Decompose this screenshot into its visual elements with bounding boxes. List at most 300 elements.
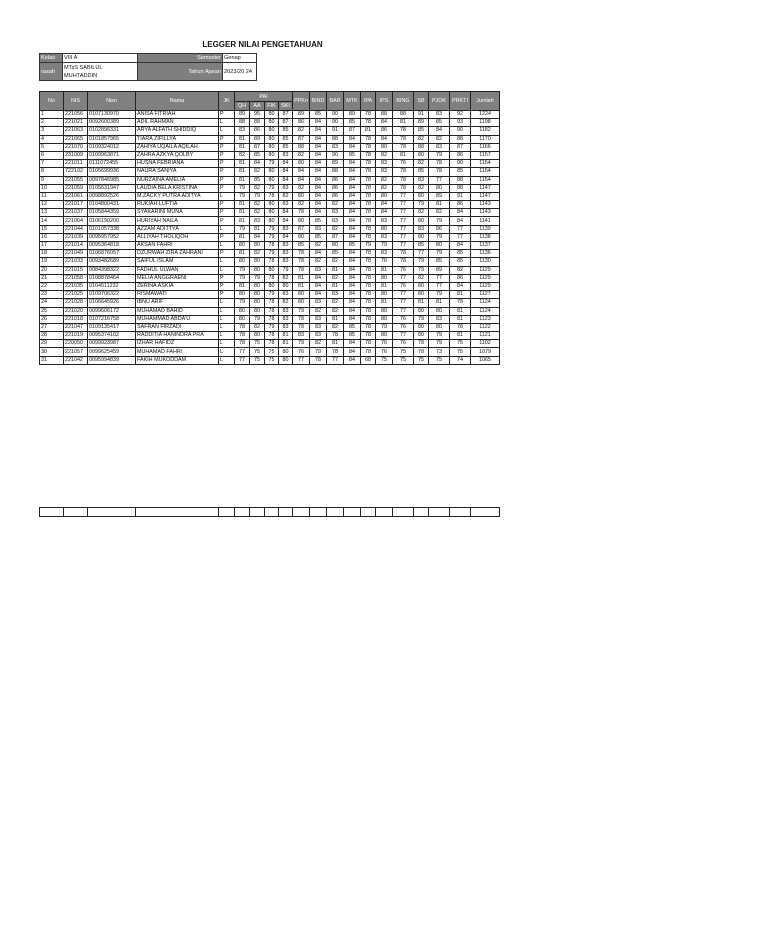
cell-bing: 77 [393, 225, 414, 233]
table-row [40, 135, 500, 143]
col-sb: SB [414, 92, 429, 111]
cell-fik: 78 [265, 242, 279, 250]
cell-nisn: 0104511232 [88, 282, 136, 290]
cell-mtk: 84 [344, 356, 361, 364]
cell-nama: FAKIH MUKODDAM [136, 356, 219, 364]
cell-sb: 85 [414, 127, 429, 135]
cell-prkti: 84 [450, 282, 471, 290]
cell-bar: 83 [327, 291, 344, 299]
cell-ipa: 78 [361, 135, 376, 143]
col-ipa: IPA [361, 92, 376, 111]
cell-pjok: 79 [429, 217, 450, 225]
col-mtk: MTK [344, 92, 361, 111]
cell-jumlah: 1138 [471, 233, 500, 241]
cell-bind: 82 [310, 307, 327, 315]
col-nisn: Nisn [88, 92, 136, 111]
cell-fik: 75 [265, 348, 279, 356]
col-no: No [40, 92, 64, 111]
cell-nama: ARYA ALFATH SHIDDIQ [136, 127, 219, 135]
cell-ski: 87 [279, 111, 293, 119]
cell-sb: 80 [414, 217, 429, 225]
cell-qh: 88 [235, 119, 250, 127]
cell-ppkn: 81 [293, 274, 310, 282]
cell-ppkn: 88 [293, 143, 310, 151]
cell-sb: 85 [414, 168, 429, 176]
cell-ski: 85 [279, 127, 293, 135]
cell-sb: 80 [414, 151, 429, 159]
cell-nama: TIARA ZIFILLYA [136, 135, 219, 143]
cell-fik: 79 [265, 233, 279, 241]
cell-nisn: 0099606172 [88, 307, 136, 315]
cell-ski: 82 [279, 299, 293, 307]
cell-bar: 78 [327, 332, 344, 340]
cell-jk: P [219, 233, 235, 241]
table-row [40, 323, 500, 331]
cell-ppkn: 82 [293, 151, 310, 159]
cell-sb: 79 [414, 201, 429, 209]
cell-nama: MUHAMMAD ABDA'U [136, 315, 219, 323]
cell-aa: 79 [250, 192, 265, 200]
cell-aa: 80 [250, 266, 265, 274]
cell-nis: 221063 [64, 127, 88, 135]
cell-nama: HURIYAH NAILA [136, 217, 219, 225]
cell-sb: 82 [414, 135, 429, 143]
cell-ipa: 78 [361, 209, 376, 217]
cell-ips: 83 [376, 168, 393, 176]
cell-no: 29 [40, 340, 64, 348]
cell-ski: 83 [279, 250, 293, 258]
cell-ipa: 78 [361, 323, 376, 331]
cell-pjok: 80 [429, 184, 450, 192]
cell-qh: 77 [235, 348, 250, 356]
cell-jk: P [219, 151, 235, 159]
cell-prkti: 88 [450, 184, 471, 192]
cell-bind: 82 [310, 258, 327, 266]
cell-bing: 77 [393, 217, 414, 225]
cell-jk: L [219, 332, 235, 340]
cell-nis: 221011 [64, 160, 88, 168]
cell-ppkn: 86 [293, 119, 310, 127]
cell-bar: 80 [327, 242, 344, 250]
cell-nisn: 0109963871 [88, 151, 136, 159]
cell-nisn: 0095374102 [88, 332, 136, 340]
cell-aa: 89 [250, 135, 265, 143]
cell-bar: 78 [327, 348, 344, 356]
cell-nama: HUSNA FEBRIANA [136, 160, 219, 168]
col-qh: QH [235, 102, 250, 111]
table-row [40, 160, 500, 168]
cell-mtk: 84 [344, 291, 361, 299]
cell-aa: 80 [250, 332, 265, 340]
cell-mtk: 85 [344, 119, 361, 127]
cell-ips: 75 [376, 356, 393, 364]
cell-no: 3 [40, 127, 64, 135]
cell-prkti: 90 [450, 127, 471, 135]
cell-jumlah: 1130 [471, 258, 500, 266]
cell-qh: 83 [235, 127, 250, 135]
col-ski: SKI [279, 102, 293, 111]
cell-bind: 83 [310, 225, 327, 233]
table-row [40, 201, 500, 209]
cell-ski: 80 [279, 356, 293, 364]
cell-bar: 85 [327, 250, 344, 258]
cell-aa: 86 [250, 127, 265, 135]
cell-nama: RISMAWATI [136, 291, 219, 299]
cell-aa: 84 [250, 233, 265, 241]
cell-mtk: 84 [344, 201, 361, 209]
cell-nama: RADDITIA HANINDRA PRA [136, 332, 219, 340]
cell-aa: 82 [250, 168, 265, 176]
cell-bing: 88 [393, 111, 414, 119]
cell-prkti: 77 [450, 233, 471, 241]
cell-nisn: 0111072455 [88, 160, 136, 168]
cell-mtk: 85 [344, 242, 361, 250]
cell-bind: 84 [310, 274, 327, 282]
cell-ips: 80 [376, 332, 393, 340]
cell-nama: ZAHRA AZKYA QOLBY [136, 151, 219, 159]
cell-pjok: 82 [429, 209, 450, 217]
cell-no: 31 [40, 356, 64, 364]
cell-pjok: 82 [429, 135, 450, 143]
cell-mtk: 84 [344, 307, 361, 315]
kelas-label: Kelas [40, 54, 63, 63]
cell-bing: 78 [393, 127, 414, 135]
cell-prkti: 75 [450, 348, 471, 356]
cell-prkti: 87 [450, 143, 471, 151]
cell-sb: 78 [414, 348, 429, 356]
cell-fik: 80 [265, 111, 279, 119]
cell-nisn: 0084398322 [88, 266, 136, 274]
cell-qh: 78 [235, 332, 250, 340]
table-row [40, 315, 500, 323]
cell-nis: 221025 [64, 291, 88, 299]
col-jk: JK [219, 92, 235, 111]
cell-nama: SYAKARINI MUNA [136, 209, 219, 217]
cell-nisn: 0109135417 [88, 323, 136, 331]
cell-ipa: 78 [361, 340, 376, 348]
cell-mtk: 84 [344, 233, 361, 241]
cell-prkti: 81 [450, 332, 471, 340]
cell-ipa: 78 [361, 233, 376, 241]
cell-fik: 80 [265, 282, 279, 290]
cell-bind: 84 [310, 143, 327, 151]
cell-jk: L [219, 192, 235, 200]
cell-bar: 86 [327, 176, 344, 184]
cell-bind: 85 [310, 111, 327, 119]
col-ips: IPS [376, 92, 393, 111]
cell-no: 19 [40, 258, 64, 266]
cell-nis: 221064 [64, 217, 88, 225]
cell-pjok: 79 [429, 340, 450, 348]
class-info-table [39, 53, 257, 81]
cell-nisn: 0105699936 [88, 168, 136, 176]
cell-ppkn: 83 [293, 332, 310, 340]
cell-ppkn: 78 [293, 315, 310, 323]
cell-bind: 83 [310, 299, 327, 307]
cell-bing: 77 [393, 192, 414, 200]
cell-ips: 83 [376, 233, 393, 241]
cell-qh: 81 [235, 143, 250, 151]
cell-ipa: 79 [361, 242, 376, 250]
tahun-value: 2023/20 24 [223, 63, 257, 81]
cell-bing: 78 [393, 135, 414, 143]
cell-ipa: 78 [361, 192, 376, 200]
cell-nisn: 0102896331 [88, 127, 136, 135]
table-row [40, 356, 500, 364]
cell-sb: 79 [414, 258, 429, 266]
cell-aa: 80 [250, 258, 265, 266]
cell-bing: 77 [393, 299, 414, 307]
cell-nisn: 0101857965 [88, 135, 136, 143]
cell-ipa: 78 [361, 307, 376, 315]
cell-bar: 90 [327, 151, 344, 159]
cell-no: 11 [40, 192, 64, 200]
table-row [40, 274, 500, 282]
cell-jumlah: 1182 [471, 127, 500, 135]
cell-ski: 80 [279, 282, 293, 290]
cell-bing: 75 [393, 356, 414, 364]
cell-nis: 221018 [64, 315, 88, 323]
semester-value: Genap [223, 54, 257, 63]
cell-sb: 80 [414, 233, 429, 241]
table-row [40, 143, 500, 151]
cell-sb: 80 [414, 332, 429, 340]
cell-aa: 75 [250, 348, 265, 356]
cell-prkti: 90 [450, 160, 471, 168]
cell-bing: 76 [393, 315, 414, 323]
cell-qh: 81 [235, 217, 250, 225]
cell-ips: 82 [376, 176, 393, 184]
cell-jk: P [219, 184, 235, 192]
cell-nama: ANISA FITRIAH [136, 111, 219, 119]
cell-nama: MUHAMAD FAHRI [136, 348, 219, 356]
cell-jumlah: 1124 [471, 299, 500, 307]
cell-ips: 80 [376, 315, 393, 323]
cell-bar: 83 [327, 143, 344, 151]
cell-ipa: 68 [361, 356, 376, 364]
cell-nis: 221057 [64, 348, 88, 356]
cell-bing: 77 [393, 233, 414, 241]
cell-aa: 80 [250, 242, 265, 250]
cell-qh: 80 [235, 291, 250, 299]
cell-ski: 80 [279, 348, 293, 356]
cell-bar: 81 [327, 340, 344, 348]
cell-qh: 82 [235, 151, 250, 159]
cell-prkti: 88 [450, 135, 471, 143]
cell-aa: 75 [250, 356, 265, 364]
col-jumlah: Jumlah [471, 92, 500, 111]
cell-pjok: 77 [429, 176, 450, 184]
cell-bar: 82 [327, 323, 344, 331]
table-row [40, 176, 500, 184]
cell-fik: 80 [265, 168, 279, 176]
cell-nisn: 0097846985 [88, 176, 136, 184]
cell-nis: 221017 [64, 201, 88, 209]
cell-mtk: 84 [344, 192, 361, 200]
cell-ppkn: 82 [293, 201, 310, 209]
cell-prkti: 78 [450, 299, 471, 307]
cell-jk: L [219, 299, 235, 307]
cell-qh: 81 [235, 233, 250, 241]
cell-bing: 77 [393, 201, 414, 209]
cell-fik: 78 [265, 315, 279, 323]
cell-sb: 82 [414, 274, 429, 282]
cell-jk: L [219, 323, 235, 331]
cell-ips: 80 [376, 225, 393, 233]
cell-nama: MELIA ANGGRAENI [136, 274, 219, 282]
cell-no: 6 [40, 151, 64, 159]
cell-ipa: 78 [361, 176, 376, 184]
cell-bing: 77 [393, 332, 414, 340]
cell-no: 28 [40, 332, 64, 340]
cell-bing: 75 [393, 348, 414, 356]
cell-bar: 82 [327, 225, 344, 233]
cell-mtk: 84 [344, 315, 361, 323]
table-row [40, 111, 500, 119]
cell-nis: 221055 [64, 176, 88, 184]
cell-bar: 83 [327, 209, 344, 217]
cell-ips: 83 [376, 250, 393, 258]
cell-bind: 83 [310, 323, 327, 331]
cell-mtk: 84 [344, 258, 361, 266]
cell-nis: 221037 [64, 209, 88, 217]
cell-no: 21 [40, 274, 64, 282]
cell-jk: P [219, 176, 235, 184]
cell-jumlah: 1143 [471, 201, 500, 209]
cell-bar: 82 [327, 274, 344, 282]
cell-mtk: 85 [344, 323, 361, 331]
cell-nis: 221049 [64, 250, 88, 258]
cell-ppkn: 89 [293, 111, 310, 119]
cell-pjok: 75 [429, 356, 450, 364]
cell-prkti: 93 [450, 119, 471, 127]
cell-nisn: 0101057338 [88, 225, 136, 233]
cell-ppkn: 84 [293, 168, 310, 176]
cell-qh: 79 [235, 274, 250, 282]
cell-nis: 722102 [64, 168, 88, 176]
cell-jk: L [219, 356, 235, 364]
cell-bing: 76 [393, 160, 414, 168]
cell-sb: 82 [414, 209, 429, 217]
cell-nama: LAUDIA BELA KRISTINA [136, 184, 219, 192]
cell-sb: 80 [414, 307, 429, 315]
cell-jumlah: 1129 [471, 274, 500, 282]
cell-qh: 78 [235, 323, 250, 331]
cell-bind: 84 [310, 291, 327, 299]
cell-no: 12 [40, 201, 64, 209]
cell-ski: 83 [279, 323, 293, 331]
cell-jumlah: 1141 [471, 217, 500, 225]
cell-jumlah: 1139 [471, 225, 500, 233]
cell-bar: 77 [327, 356, 344, 364]
cell-ppkn: 87 [293, 135, 310, 143]
cell-bind: 84 [310, 135, 327, 143]
cell-jk: P [219, 135, 235, 143]
cell-prkti: 85 [450, 258, 471, 266]
cell-ips: 83 [376, 160, 393, 168]
cell-ips: 80 [376, 291, 393, 299]
cell-ips: 84 [376, 119, 393, 127]
cell-fik: 79 [265, 184, 279, 192]
col-nis: NIS [64, 92, 88, 111]
cell-jk: P [219, 250, 235, 258]
table-row [40, 242, 500, 250]
cell-bind: 82 [310, 242, 327, 250]
cell-prkti: 82 [450, 266, 471, 274]
cell-ski: 84 [279, 217, 293, 225]
cell-ipa: 78 [361, 184, 376, 192]
cell-no: 15 [40, 225, 64, 233]
cell-qh: 79 [235, 266, 250, 274]
table-row [40, 282, 500, 290]
cell-bing: 78 [393, 176, 414, 184]
cell-aa: 84 [250, 160, 265, 168]
cell-prkti: 85 [450, 168, 471, 176]
cell-ppkn: 79 [293, 340, 310, 348]
cell-aa: 82 [250, 250, 265, 258]
cell-ski: 84 [279, 160, 293, 168]
cell-fik: 78 [265, 332, 279, 340]
cell-ppkn: 77 [293, 356, 310, 364]
cell-ipa: 78 [361, 291, 376, 299]
cell-no: 26 [40, 315, 64, 323]
grade-ledger-table [39, 91, 500, 365]
cell-pjok: 77 [429, 282, 450, 290]
cell-jumlah: 1170 [471, 135, 500, 143]
cell-pjok: 86 [429, 225, 450, 233]
cell-nis: 221047 [64, 323, 88, 331]
cell-prkti: 86 [450, 201, 471, 209]
cell-sb: 80 [414, 323, 429, 331]
cell-ips: 81 [376, 266, 393, 274]
cell-bind: 84 [310, 209, 327, 217]
cell-qh: 81 [235, 201, 250, 209]
table-row [40, 266, 500, 274]
cell-prkti: 91 [450, 192, 471, 200]
cell-ips: 86 [376, 127, 393, 135]
cell-nis: 220050 [64, 340, 88, 348]
cell-bar: 81 [327, 266, 344, 274]
cell-fik: 78 [265, 274, 279, 282]
cell-ppkn: 80 [293, 299, 310, 307]
cell-no: 5 [40, 143, 64, 151]
cell-ppkn: 80 [293, 160, 310, 168]
cell-ipa: 78 [361, 111, 376, 119]
cell-bar: 82 [327, 258, 344, 266]
cell-bar: 81 [327, 282, 344, 290]
cell-ppkn: 78 [293, 266, 310, 274]
semester-label: Semester [138, 54, 223, 63]
cell-qh: 81 [235, 135, 250, 143]
cell-jk: P [219, 111, 235, 119]
cell-jk: L [219, 266, 235, 274]
cell-fik: 80 [265, 119, 279, 127]
cell-nama: IBNU ARIF [136, 299, 219, 307]
cell-ski: 81 [279, 340, 293, 348]
cell-sb: 83 [414, 176, 429, 184]
cell-nis: 221044 [64, 225, 88, 233]
cell-ski: 83 [279, 201, 293, 209]
cell-ips: 81 [376, 299, 393, 307]
cell-bind: 85 [310, 233, 327, 241]
cell-aa: 85 [250, 176, 265, 184]
cell-ipa: 78 [361, 160, 376, 168]
cell-ppkn: 78 [293, 250, 310, 258]
cell-fik: 80 [265, 143, 279, 151]
cell-pjok: 81 [429, 299, 450, 307]
cell-nisn: 0098892526 [88, 192, 136, 200]
cell-ipa: 81 [361, 127, 376, 135]
